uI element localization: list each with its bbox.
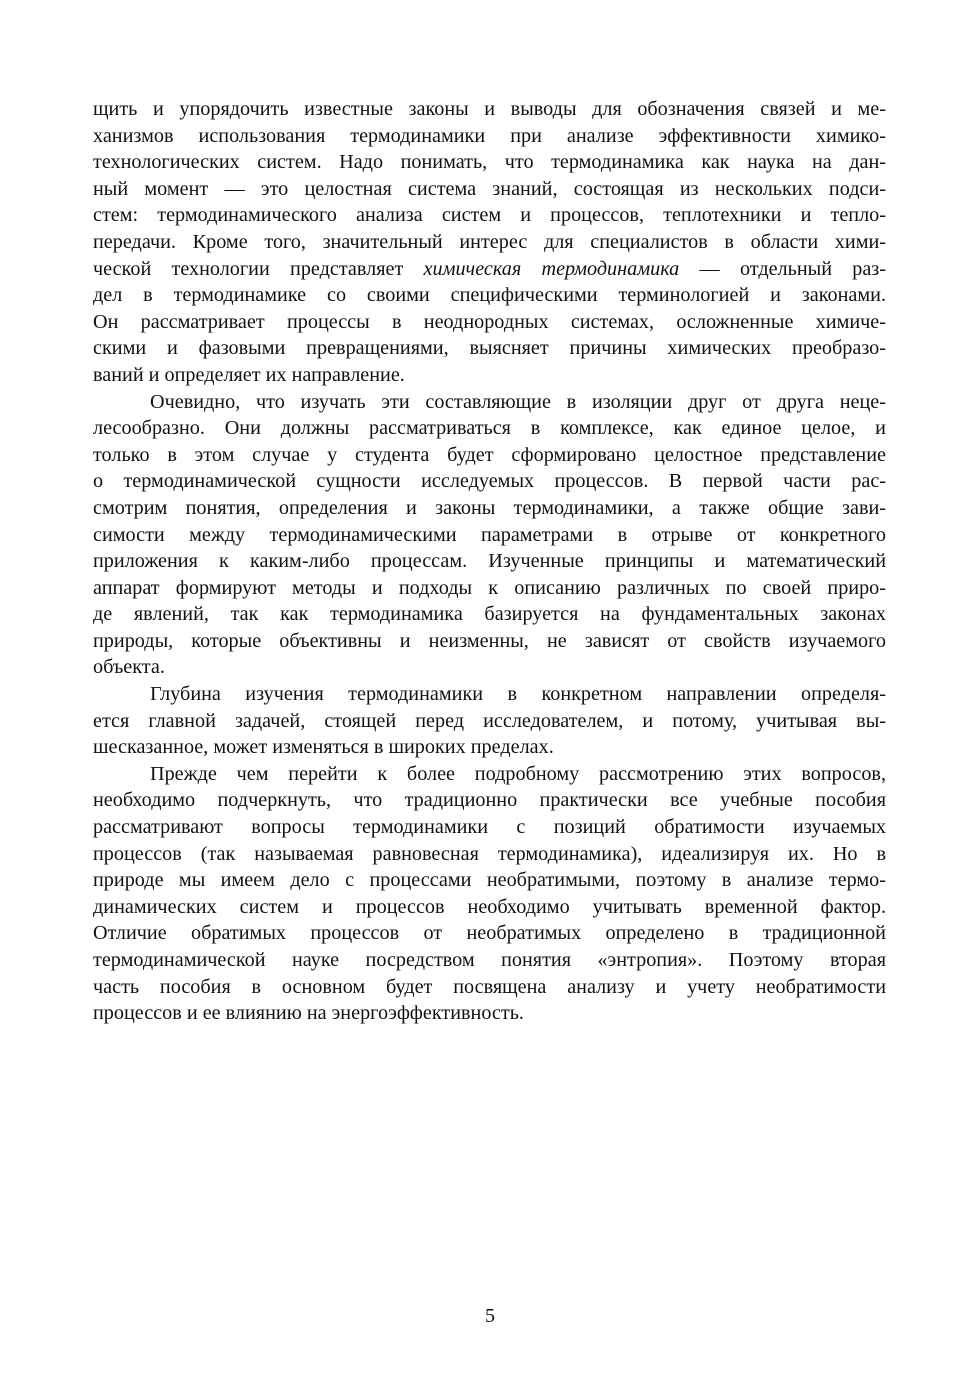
body-text (93, 96, 886, 1027)
text-line: шесказанное, может изменяться в широких пределах. (93, 736, 554, 759)
text-line: процессов (так называемая равновесная термодинамика), идеализируя их. Но в (93, 842, 886, 865)
text-line: аппарат формируют методы и подходы к описанию различных по своей приро- (93, 576, 886, 599)
text-line: лесообразно. Они должны рассматриваться в комплексе, как единое целое, и (93, 417, 886, 440)
text-line (93, 256, 886, 283)
text-segment: ческой технологии представляет (93, 257, 424, 280)
text-line: приложения к каким-либо процессам. Изученные принципы и математический (93, 550, 886, 573)
text-line: природе мы имеем дело с процессами необратимыми, поэтому в анализе термо- (93, 869, 886, 892)
text-line: скими и фазовыми превращениями, выясняет причины химических преобразо- (93, 337, 886, 360)
text-line: смотрим понятия, определения и законы термодинамики, а также общие зави- (93, 496, 886, 519)
text-line: природы, которые объективны и неизменны, не зависят от свойств изучаемого (93, 629, 886, 652)
text-line: только в этом случае у студента будет сформировано целостное представление (93, 443, 886, 466)
text-line: динамических систем и процессов необходимо учитывать временной фактор. (93, 895, 886, 918)
text-line: стем: термодинамического анализа систем и процессов, теплотехники и тепло- (93, 204, 886, 227)
text-line: часть пособия в основном будет посвящена анализу и учету необратимости (93, 975, 886, 998)
text-line: рассматривают вопросы термодинамики с позиций обратимости изучаемых (93, 816, 886, 839)
text-segment: — отдельный раз- (679, 257, 887, 280)
italic-term: химическая термодинамика (423, 257, 680, 280)
text-line: передачи. Кроме того, значительный интерес для специалистов в области хими- (93, 230, 886, 253)
text-line: Прежде чем перейти к более подробному рассмотрению этих вопросов, (150, 762, 886, 785)
text-line: Очевидно, что изучать эти составляющие в изоляции друг от друга неце- (150, 390, 886, 413)
text-line: термодинамической науке посредством понятия «энтропия». Поэтому вторая (93, 949, 886, 971)
paragraph (93, 681, 886, 761)
paragraph (93, 389, 886, 682)
text-line: технологических систем. Надо понимать, что термодинамика как наука на дан- (93, 151, 886, 174)
text-line: о термодинамической сущности исследуемых процессов. В первой части рас- (93, 470, 886, 493)
paragraph (93, 96, 886, 389)
text-line: дел в термодинамике со своими специфическими терминологией и законами. (93, 284, 886, 307)
page-number: 5 (485, 1305, 495, 1327)
text-line: Он рассматривает процессы в неоднородных системах, осложненные химиче- (93, 310, 886, 333)
text-line: ется главной задачей, стоящей перед исследователем, и потому, учитывая вы- (93, 709, 886, 732)
text-line: процессов и ее влиянию на энергоэффективность. (93, 1002, 524, 1025)
text-line: симости между термодинамическими параметрами в отрыве от конкретного (93, 523, 886, 546)
text-line: ханизмов использования термодинамики при анализе эффективности химико- (93, 124, 886, 147)
text-line: щить и упорядочить известные законы и выводы для обозначения связей и ме- (93, 98, 886, 120)
text-line: ный момент — это целостная система знаний, состоящая из нескольких подси- (93, 177, 886, 200)
text-line: Отличие обратимых процессов от необратимых определено в традиционной (93, 922, 886, 945)
text-line: де явлений, так как термодинамика базируется на фундаментальных законах (93, 603, 886, 626)
text-line: ваний и определяет их направление. (93, 363, 405, 386)
text-line: объекта. (93, 656, 165, 679)
text-line: необходимо подчеркнуть, что традиционно практически все учебные пособия (93, 789, 886, 812)
paragraph (93, 761, 886, 1027)
text-line: Глубина изучения термодинамики в конкретном направлении определя- (150, 683, 886, 706)
